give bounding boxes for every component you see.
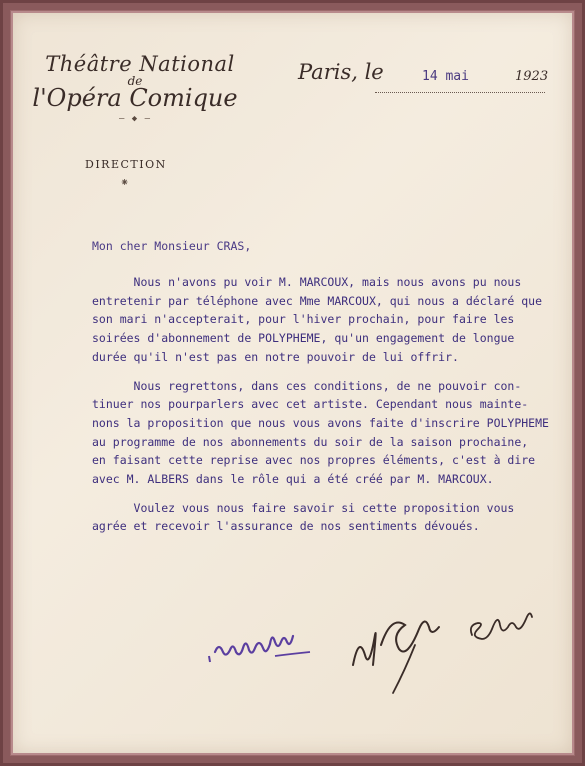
signature-3 (462, 605, 542, 655)
dateline-year: 1923 (515, 69, 549, 84)
salutation: Mon cher Monsieur CRAS, (92, 239, 252, 253)
letterhead-opera-comique: l'Opéra Comique (32, 84, 238, 112)
text-line: avec M. ALBERS dans le rôle qui a été créé par M. MARCOUX. (92, 472, 494, 487)
paragraph-1 (92, 273, 562, 367)
text-line: durée qu'il n'est pas en notre pouvoir de lui offrir. (92, 349, 459, 364)
paragraph-2 (92, 377, 562, 489)
letter-body (92, 273, 562, 546)
dateline-place: Paris, le (298, 60, 384, 84)
text-line: entretenir par téléphone avec Mme MARCOUX, qui nous a déclaré que (92, 293, 543, 308)
text-line: tinuer nos pourparlers avec cet artiste. Cependant nous mainte- (92, 397, 529, 412)
text-line: nons la proposition que nous vous avons faite d'inscrire POLYPHEME (92, 415, 549, 430)
text-line: Nous n'avons pu voir M. MARCOUX, mais nous avons pu nous (92, 275, 522, 289)
paragraph-3 (92, 499, 562, 536)
letterhead-star-ornament: ⁕ (120, 176, 130, 189)
letterhead-direction: DIRECTION (85, 158, 167, 171)
signature-1 (205, 622, 330, 672)
text-line: son mari n'accepterait, pour l'hiver prochain, pour faire les (92, 312, 515, 327)
text-line: soirées d'abonnement de POLYPHEME, qu'un engagement de longue (92, 331, 515, 346)
letterhead-theatre-national: Théâtre National (45, 52, 235, 76)
dateline-date: 14 mai (422, 69, 469, 84)
text-line: Nous regrettons, dans ces conditions, de ne pouvoir con- (92, 378, 522, 393)
text-line: en faisant cette reprise avec nos propres éléments, c'est à dire (92, 453, 536, 468)
text-line: Voulez vous nous faire savoir si cette proposition vous (92, 500, 515, 515)
letterhead-ornament: — ◆ — (118, 114, 152, 124)
dateline-rule (375, 92, 545, 93)
text-line: agrée et recevoir l'assurance de nos sentiments dévoués. (92, 519, 480, 534)
text-line: au programme de nos abonnements du soir de la saison prochaine, (92, 434, 529, 449)
letterhead (20, 52, 250, 124)
letterhead-de: de (127, 74, 143, 88)
signature-2 (345, 605, 455, 700)
